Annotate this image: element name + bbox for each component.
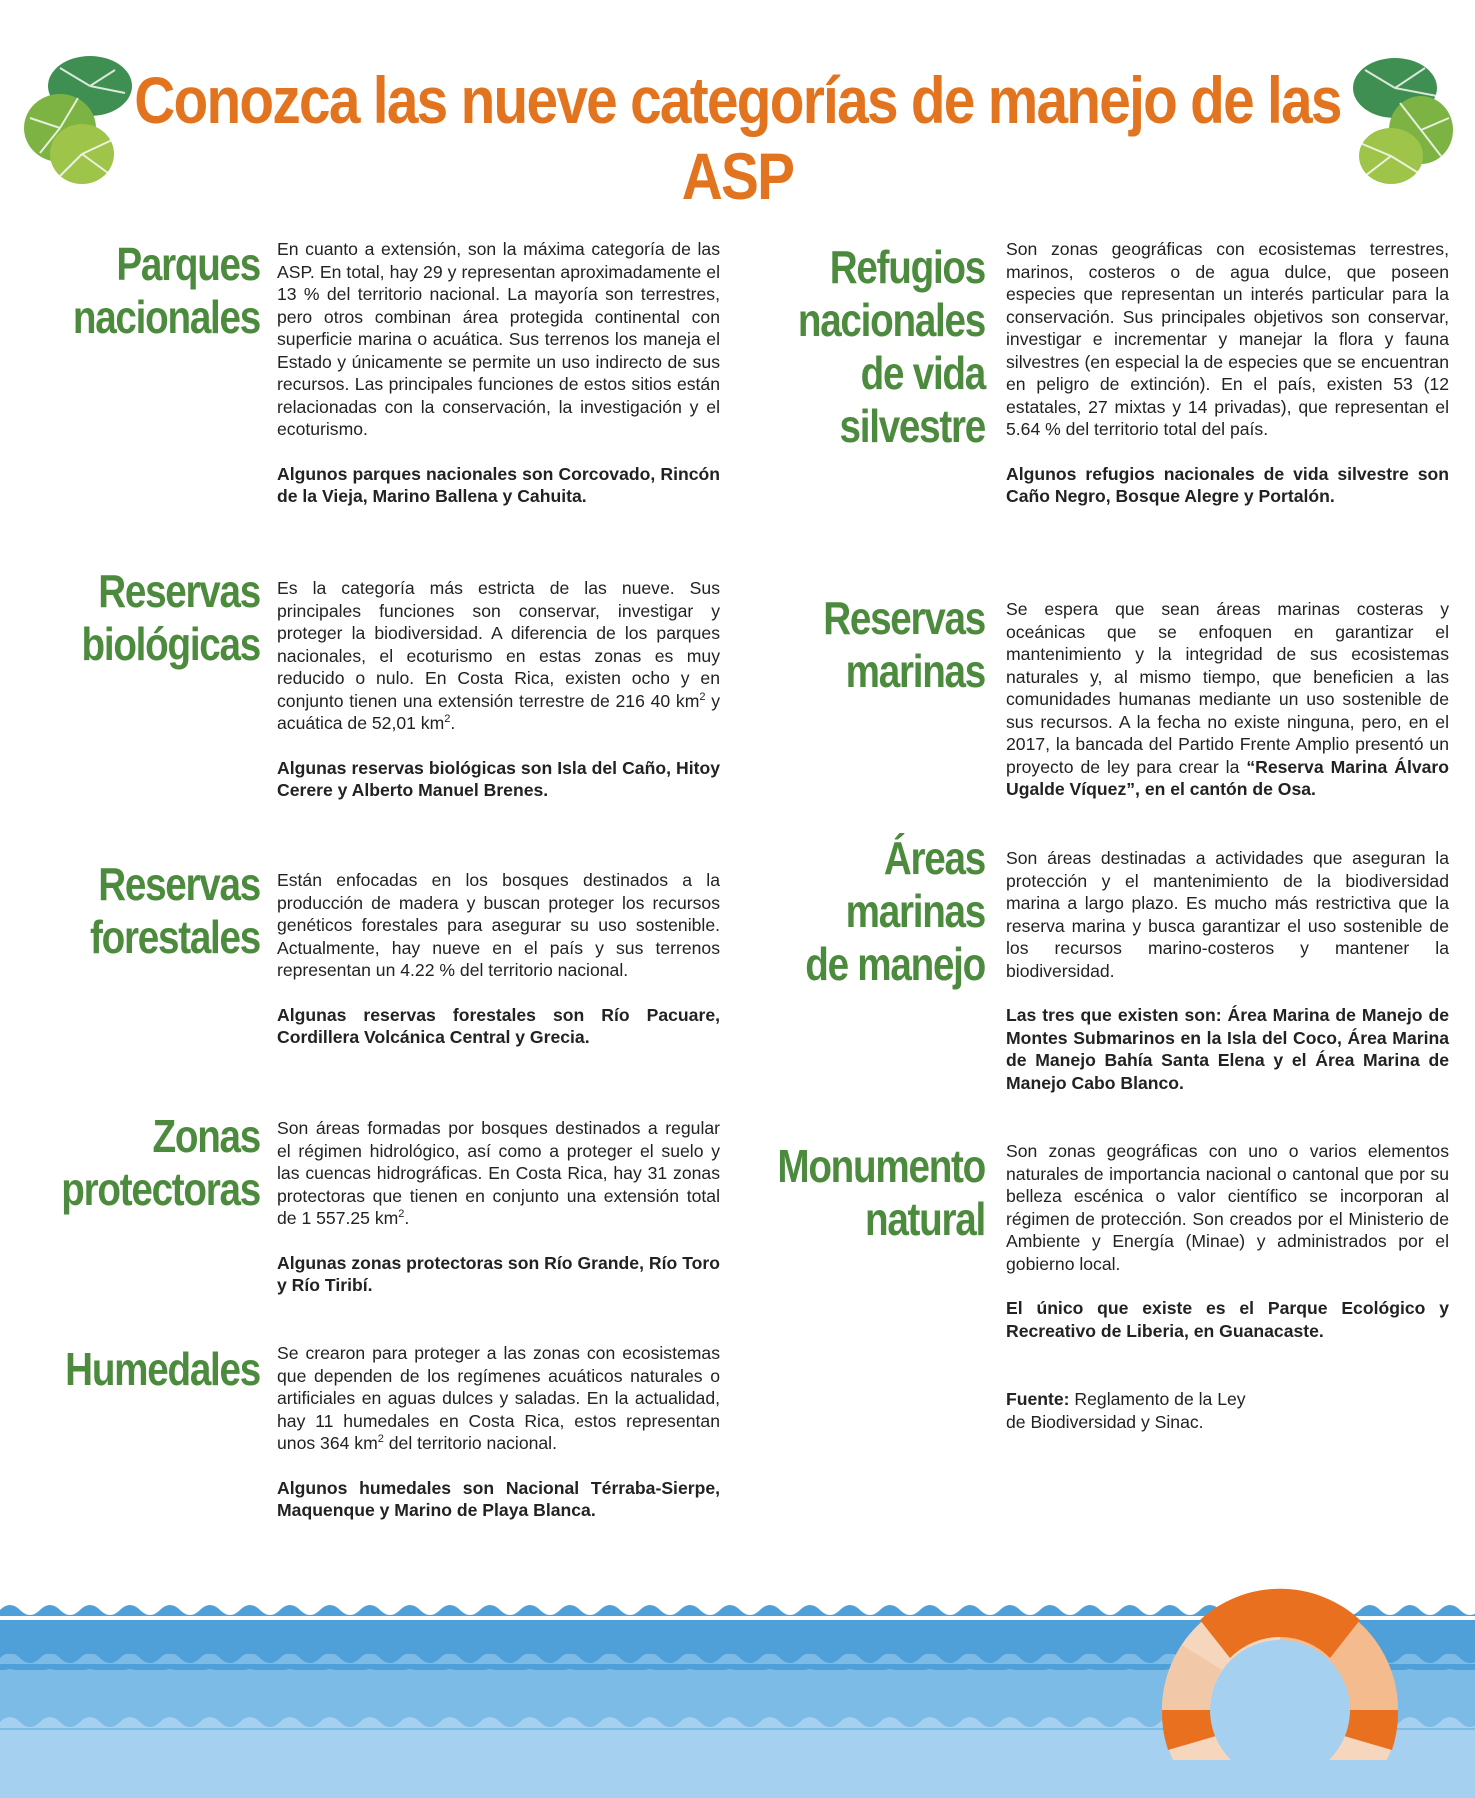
section-reservas-forestales <box>277 869 720 1071</box>
section-text: Son zonas geográficas con uno o varios elementos naturales de importancia nacional o cantonal que por su belleza escénica o valor científico se incorporan al régimen de protección. Son creados por el Ministerio de Ambiente y Energía (Minae) y administrados por el gobierno local. <box>1006 1141 1449 1274</box>
section-text: Se crearon para proteger a las zonas con ecosistemas que dependen de los regímenes acuáticos naturales o artificiales en aguas dulces y saladas. En la actualidad, hay 11 humedales en Costa Rica, estos representan unos 364 $km^2$ del territorio nacional. <box>277 1343 720 1453</box>
section-examples: Algunos parques nacionales son Corcovado, Rincón de la Vieja, Marino Ballena y Cahuita. <box>277 463 720 506</box>
section-examples: Algunos humedales son Nacional Térraba-Sierpe, Maquenque y Marino de Playa Blanca. <box>277 1477 720 1520</box>
section-text: Son áreas destinadas a actividades que aseguran la protección y el mantenimiento de la biodiversidad marina a largo plazo. Es mucho más restrictiva que la reserva marina y busca garantizar el uso sostenible de los recursos marino-costeros y mantener la biodiversidad. <box>1006 848 1449 981</box>
heading-humedales: Humedales <box>65 1343 260 1395</box>
section-examples: Las tres que existen son: Área Marina de Manejo de Montes Submarinos en la Isla del Coco, Área Marina de Manejo Bahía Santa Elena y el Área Marina de Manejo Cabo Blanco. <box>1006 1005 1449 1093</box>
heading-monumento-natural: Monumento natural <box>777 1140 985 1245</box>
source-note: Fuente: Reglamento de la Ley de Biodiversidad y Sinac. <box>1006 1389 1246 1432</box>
section-parques-nacionales <box>277 238 720 530</box>
life-buoy-icon <box>1130 1560 1430 1798</box>
section-areas-marinas <box>1006 847 1449 1116</box>
section-text: Es la categoría más estricta de las nueve. Sus principales funciones son conservar, investigar y proteger la biodiversidad. A diferencia de los parques nacionales, el ecoturismo en estas zonas es muy reducido o nulo. En Costa Rica, existen ocho y en conjunto tienen una extensión terrestre de 216 40 $km^2$ y acuática de 52,01 $km^2$. <box>277 578 721 733</box>
section-monumento-natural <box>1006 1140 1449 1364</box>
section-text: En cuanto a extensión, son la máxima categoría de las ASP. En total, hay 29 y representan aproximadamente el 13 % del territorio nacional. La mayoría son terrestres, pero otros combinan área protegida continental con superficie marina o acuática. Sus terrenos los maneja el Estado y únicamente se permite un uso indirecto de sus recursos. Las principales funciones de estos sitios están relacionadas con la conservación, la investigación y el ecoturismo. <box>277 239 720 439</box>
page-title: Conozca las nueve categorías de manejo de las ASP <box>134 63 1341 213</box>
section-text: Son zonas geográficas con ecosistemas terrestres, marinos, costeros o de agua dulce, que poseen especies que representan un interés particular para la conservación. Sus principales objetivos son conservar, investigar e incrementar y manejar la flora y fauna silvestres (en especial la de especies que se encuentran en peligro de extinción). En el país, existen 53 (12 estatales, 27 mixtas y 14 privadas), que representan el 5.64 % del territorio total del país. <box>1006 239 1449 439</box>
section-examples: Algunas reservas biológicas son Isla del Caño, Hitoy Cerere y Alberto Manuel Brenes. <box>277 757 720 800</box>
heading-reservas-forestales: Reservas forestales <box>90 858 260 963</box>
section-text: Están enfocadas en los bosques destinados a la producción de madera y buscan proteger los recursos genéticos forestales para asegurar su uso sostenible. Actualmente, hay nueve en el país y sus terrenos representan un 4.22 % del territorio nacional. <box>277 870 720 980</box>
heading-parques-nacionales: Parques nacionales <box>72 238 260 343</box>
section-examples: El único que existe es el Parque Ecológico y Recreativo de Liberia, en Guanacaste. <box>1006 1298 1449 1341</box>
section-text: Se espera que sean áreas marinas costeras y oceánicas que se enfoquen en garantizar el mantenimiento y la integridad de sus ecosistemas naturales y, al mismo tiempo, que beneficien a las comunidades humanas mediante un uso sostenible de sus recursos. A la fecha no existe ninguna, pero, en el 2017, la bancada del Partido Frente Amplio presentó un proyecto de ley para crear la “Reserva Marina Álvaro Ugalde Víquez”, en el cantón de Osa. <box>1006 599 1449 799</box>
section-reservas-marinas <box>1006 598 1449 823</box>
heading-reservas-marinas: Reservas marinas <box>823 592 985 697</box>
section-reservas-biologicas <box>277 577 720 824</box>
section-examples: Algunas reservas forestales son Río Pacuare, Cordillera Volcánica Central y Grecia. <box>277 1004 720 1047</box>
source-label: Fuente: <box>1006 1389 1070 1409</box>
heading-reservas-biologicas: Reservas biológicas <box>81 565 261 670</box>
section-refugios <box>1006 238 1449 530</box>
heading-zonas-protectoras: Zonas protectoras <box>61 1110 260 1215</box>
section-examples: Algunos refugios nacionales de vida silvestre son Caño Negro, Bosque Alegre y Portalón. <box>1006 463 1449 506</box>
section-text: Son áreas formadas por bosques destinados a regular el régimen hidrológico, así como a proteger el suelo y las cuencas hidrográficas. En Costa Rica, hay 31 zonas protectoras que tienen en conjunto una extensión total de 1 557.25 $km^2$. <box>277 1118 720 1228</box>
section-zonas-protectoras <box>277 1117 720 1319</box>
section-examples: Algunas zonas protectoras son Río Grande, Río Toro y Río Tiribí. <box>277 1252 720 1295</box>
heading-refugios: Refugios nacionales de vida silvestre <box>797 241 985 452</box>
section-humedales <box>277 1342 720 1544</box>
heading-areas-marinas: Áreas marinas de manejo <box>805 832 985 990</box>
